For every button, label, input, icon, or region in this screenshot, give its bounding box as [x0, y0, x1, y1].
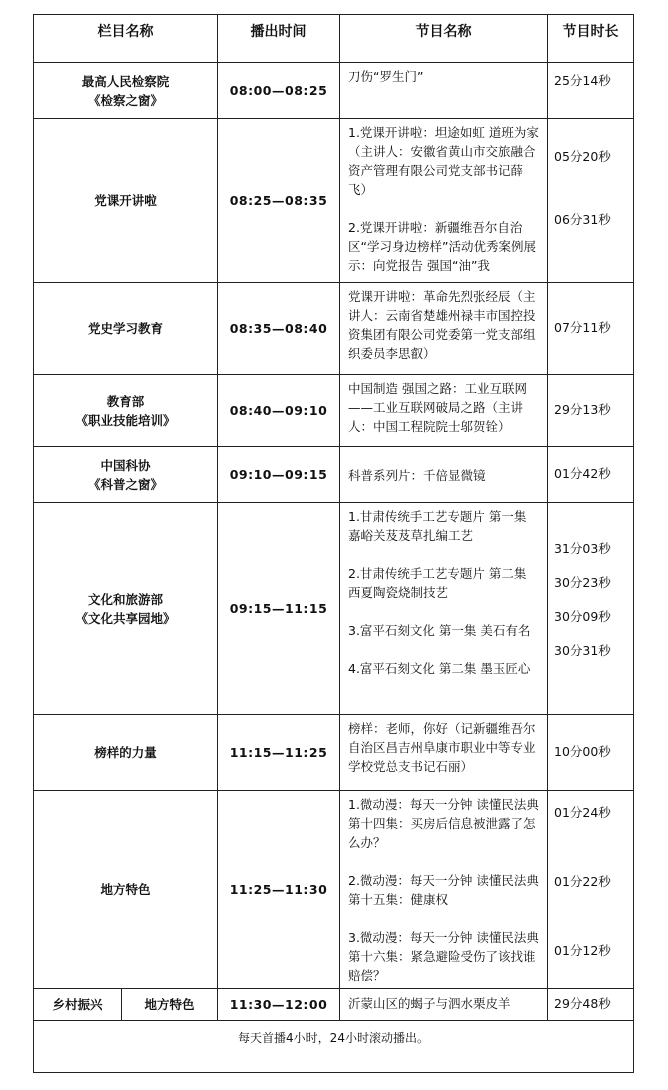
program-cell: [340, 503, 548, 715]
air-time-cell: 09:15—11:15: [218, 503, 340, 715]
program-item: 榜样：老师，你好（记新疆维吾尔自治区昌吉州阜康市职业中等专业学校党总支书记石丽）: [348, 721, 536, 774]
program-cell: [340, 375, 548, 447]
column-name-cell: 乡村振兴: [34, 989, 122, 1021]
program-cell: [340, 989, 548, 1021]
duration-value: 25分14秒: [554, 73, 611, 88]
program-cell: [340, 119, 548, 283]
table-row: [34, 119, 634, 283]
column-name-cell: [34, 375, 218, 447]
program-cell: [340, 715, 548, 791]
duration-value: 29分13秒: [554, 402, 611, 417]
program-item: 3.微动漫：每天一分钟 读懂民法典 第十六集：紧急避险受伤了该找谁赔偿？: [348, 930, 539, 983]
column-name-line: 《科普之窗》: [87, 476, 163, 492]
column-name-line: 地方特色: [100, 882, 151, 897]
duration-value: 30分31秒: [554, 643, 611, 658]
program-item: 4.富平石刻文化 第二集 墨玉匠心: [348, 661, 531, 676]
program-item: 中国制造 强国之路：工业互联网——工业互联网破局之路（主讲人：中国工程院院士邬贺铨）: [348, 381, 527, 434]
column-name-line: 《文化共享园地》: [75, 610, 176, 626]
program-item: 2.微动漫：每天一分钟 读懂民法典 第十五集：健康权: [348, 873, 539, 907]
duration-value: 10分00秒: [554, 744, 611, 759]
duration-cell: [548, 63, 634, 119]
footer-note: 每天首播4小时，24小时滚动播出。: [34, 1021, 634, 1073]
duration-value: 30分23秒: [554, 575, 611, 590]
header-column-name: 栏目名称: [34, 15, 218, 63]
table-row: [34, 715, 634, 791]
program-item: 刀伤“罗生门”: [348, 69, 424, 84]
duration-cell: [548, 989, 634, 1021]
program-item: 党课开讲啦：革命先烈张经辰（主讲人：云南省楚雄州禄丰市国控投资集团有限公司党委第一党支部组织委员李思叡）: [348, 289, 536, 361]
header-row: [34, 15, 634, 63]
column-name-line: 榜样的力量: [94, 745, 157, 760]
duration-cell: [548, 791, 634, 989]
duration-value: 01分24秒: [554, 805, 611, 820]
column-name-line: 《职业技能培训》: [75, 412, 176, 428]
column-name-cell: [34, 283, 218, 375]
program-cell: [340, 283, 548, 375]
air-time-cell: 11:15—11:25: [218, 715, 340, 791]
program-item: 沂蒙山区的蝎子与泗水栗皮羊: [348, 996, 511, 1011]
column-name-line: 中国科协: [100, 457, 151, 473]
duration-value: 07分11秒: [554, 320, 611, 335]
air-time-cell: 09:10—09:15: [218, 447, 340, 503]
air-time-cell: 11:30—12:00: [218, 989, 340, 1021]
duration-cell: [548, 375, 634, 447]
table-row: [34, 63, 634, 119]
column-name-line: 文化和旅游部: [87, 591, 163, 607]
duration-cell: [548, 119, 634, 283]
program-item: 1.党课开讲啦：坦途如虹 道班为家（主讲人：安徽省黄山市交旅融合资产管理有限公司党支部书记薛飞）: [348, 125, 539, 197]
duration-value: 01分42秒: [554, 466, 611, 481]
program-item: 2.党课开讲啦：新疆维吾尔自治区“学习身边榜样”活动优秀案例展示：向党报告 强国“油”我: [348, 220, 536, 273]
column-name-line: 《检察之窗》: [87, 92, 163, 108]
duration-cell: [548, 447, 634, 503]
duration-value: 31分03秒: [554, 541, 611, 556]
column-name-cell: [34, 119, 218, 283]
column-name-line: 教育部: [106, 393, 145, 409]
duration-value: 29分48秒: [554, 996, 611, 1011]
header-program-name: 节目名称: [340, 15, 548, 63]
column-name-cell: [34, 503, 218, 715]
duration-cell: [548, 715, 634, 791]
table-row: [34, 375, 634, 447]
air-time-cell: 11:25—11:30: [218, 791, 340, 989]
program-item: 3.富平石刻文化 第一集 美石有名: [348, 623, 531, 638]
column-name-cell: [34, 715, 218, 791]
schedule-table: [33, 14, 634, 1073]
program-item: 科普系列片：千倍显微镜: [348, 468, 486, 483]
table-row: [34, 447, 634, 503]
column-name-line: 党史学习教育: [87, 321, 163, 336]
table-row: [34, 791, 634, 989]
header-air-time: 播出时间: [218, 15, 340, 63]
program-item: 1.微动漫：每天一分钟 读懂民法典 第十四集：买房后信息被泄露了怎么办？: [348, 797, 539, 850]
table-row: [34, 503, 634, 715]
program-item: 1.甘肃传统手工艺专题片 第一集 嘉峪关芨芨草扎编工艺: [348, 509, 527, 543]
program-cell: [340, 791, 548, 989]
sub-column-name-cell: 地方特色: [122, 989, 218, 1021]
air-time-cell: 08:25—08:35: [218, 119, 340, 283]
duration-cell: [548, 283, 634, 375]
duration-value: 01分22秒: [554, 874, 611, 889]
header-duration: 节目时长: [548, 15, 634, 63]
air-time-cell: 08:35—08:40: [218, 283, 340, 375]
duration-cell: [548, 503, 634, 715]
column-name-cell: [34, 447, 218, 503]
column-name-cell: [34, 791, 218, 989]
air-time-cell: 08:40—09:10: [218, 375, 340, 447]
footer-row: [34, 1021, 634, 1073]
duration-value: 06分31秒: [554, 212, 611, 227]
column-name-line: 最高人民检察院: [81, 73, 170, 89]
table-row: [34, 989, 634, 1021]
column-name-line: 党课开讲啦: [94, 193, 157, 208]
program-cell: [340, 63, 548, 119]
air-time-cell: 08:00—08:25: [218, 63, 340, 119]
column-name-cell: [34, 63, 218, 119]
program-item: 2.甘肃传统手工艺专题片 第二集 西夏陶瓷烧制技艺: [348, 566, 527, 600]
duration-value: 01分12秒: [554, 943, 611, 958]
duration-value: 05分20秒: [554, 149, 611, 164]
duration-value: 30分09秒: [554, 609, 611, 624]
program-cell: [340, 447, 548, 503]
table-row: [34, 283, 634, 375]
